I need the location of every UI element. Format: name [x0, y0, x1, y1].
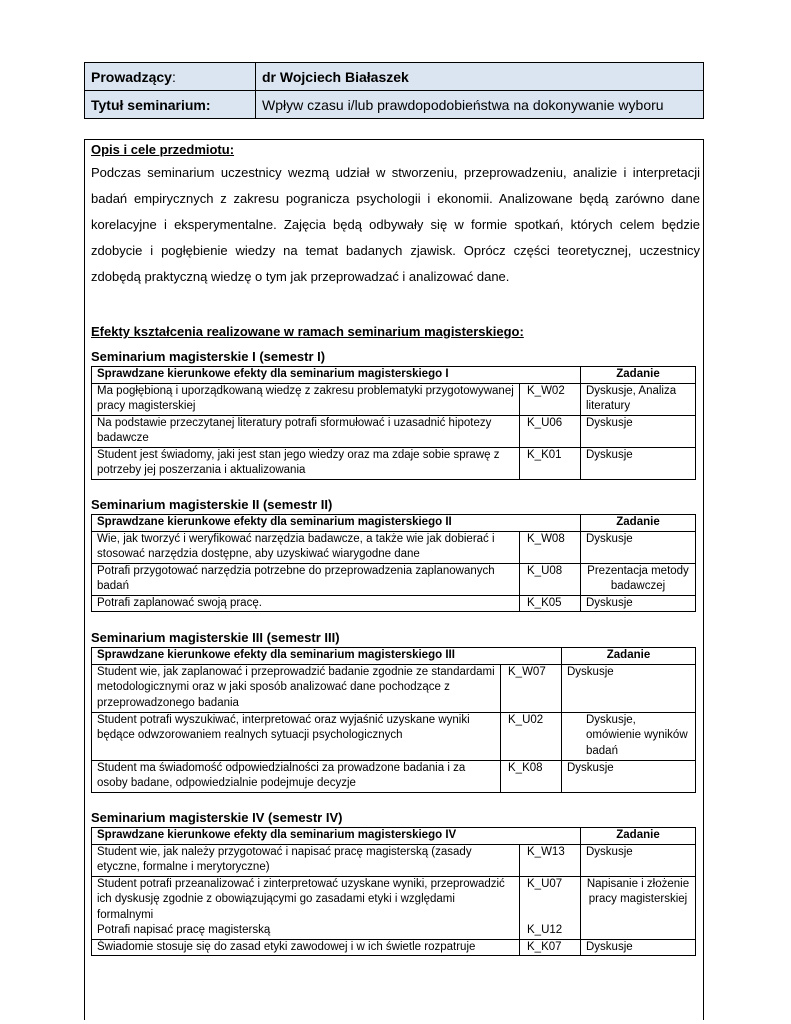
- seminar-1-header-row: [92, 367, 696, 384]
- row-desc: Student potrafi przeanalizować i zinterpretować uzyskane wyniki, przeprowadzić ich dyskusję zgodnie z obowiązującymi go zasadami etyki i względami formalnymi: [97, 877, 505, 921]
- seminar-4-col-header: Sprawdzane kierunkowe efekty dla seminarium magisterskiego IV: [92, 828, 581, 845]
- row-desc: Ma pogłębioną i uporządkowaną wiedzę z zakresu problematyki przygotowywanej pracy magisterskiej: [92, 383, 520, 415]
- seminar-3-header-row: [92, 648, 696, 665]
- row-zad: Dyskusje, omówienie wyników badań: [562, 712, 696, 760]
- row-code: K_W13: [520, 844, 581, 876]
- seminar-2-header-row: [92, 515, 696, 532]
- seminar-2-table: [91, 514, 696, 612]
- row-zad: Dyskusje: [581, 939, 696, 956]
- table-row: [92, 664, 696, 712]
- seminar-1-zad-header: Zadanie: [581, 367, 696, 384]
- row-code: K_K01: [520, 447, 581, 479]
- row-code: K_U02: [501, 712, 562, 760]
- row-zad: Dyskusje: [562, 760, 696, 792]
- row-desc: Student ma świadomość odpowiedzialności za prowadzone badania i za osoby badane, odpowiedzialnie podejmuje decyzje: [92, 760, 501, 792]
- seminar-4-table: [91, 827, 696, 956]
- seminar-1-col-header: Sprawdzane kierunkowe efekty dla seminarium magisterskiego I: [92, 367, 581, 384]
- row-code: K_W08: [520, 531, 581, 563]
- seminar-3-zad-header: Zadanie: [562, 648, 696, 665]
- row-desc: Student jest świadomy, jaki jest stan jego wiedzy oraz ma zdaje sobie sprawę z potrzeby jej poszerzania i aktualizowania: [92, 447, 520, 479]
- title-label: Tytuł seminarium:: [85, 91, 256, 119]
- seminar-4-header-row: [92, 828, 696, 845]
- opis-body: Podczas seminarium uczestnicy wezmą udział w stworzeniu, przeprowadzeniu, analizie i interpretacji badań empirycznych z zakresu pogranicza psychologii i ekonomii. Analizowane będą zarówno dane korelacyjne i eksperymentalne. Zajęcia będą odbywały się w formie spotkań, których celem będzie zdobycie i pogłębienie wiedzy na temat badanych zjawisk. Oprócz części teoretycznej, uczestnicy zdobędą praktyczną wiedzę o tym jak przeprowadzać i analizować dane.: [91, 165, 700, 284]
- table-row: [92, 447, 696, 479]
- seminar-1-title: Seminarium magisterskie I (semestr I): [91, 349, 326, 364]
- seminar-4-title: Seminarium magisterskie IV (semestr IV): [91, 810, 343, 825]
- row-zad: Dyskusje: [581, 595, 696, 612]
- row-desc-2: Potrafi napisać pracę magisterską: [97, 924, 271, 936]
- row-zad: Dyskusje: [581, 447, 696, 479]
- row-code: K_W07: [501, 664, 562, 712]
- row-desc: Potrafi przygotować narzędzia potrzebne do przeprowadzenia zaplanowanych badań: [92, 563, 520, 595]
- table-row: [92, 383, 696, 415]
- row-desc-cell: [92, 876, 520, 939]
- table-row: [92, 939, 696, 956]
- seminar-2-col-header: Sprawdzane kierunkowe efekty dla seminarium magisterskiego II: [92, 515, 581, 532]
- row-desc: Student potrafi wyszukiwać, interpretować oraz wyjaśnić uzyskane wyniki będące odwzorowaniem realnych sytuacji psychologicznych: [92, 712, 501, 760]
- efekty-title: Efekty kształcenia realizowane w ramach seminarium magisterskiego:: [91, 324, 524, 339]
- lecturer-label: Prowadzący: [91, 68, 172, 85]
- table-row: [92, 712, 696, 760]
- header-table: [84, 62, 704, 119]
- row-code: K_W02: [520, 383, 581, 415]
- row-code: K_U07: [527, 877, 563, 890]
- seminar-2-title: Seminarium magisterskie II (semestr II): [91, 497, 333, 512]
- seminar-3-table: [91, 647, 696, 793]
- seminar-4-zad-header: Zadanie: [581, 828, 696, 845]
- lecturer-value: dr Wojciech Białaszek: [256, 63, 704, 91]
- header-row-title: [85, 91, 704, 119]
- title-value: Wpływ czasu i/lub prawdopodobieństwa na dokonywanie wyboru: [256, 91, 704, 119]
- row-code: K_K08: [501, 760, 562, 792]
- seminar-3-col-header: Sprawdzane kierunkowe efekty dla seminarium magisterskiego III: [92, 648, 562, 665]
- opis-title: Opis i cele przedmiotu:: [91, 142, 235, 157]
- row-code-cell: [520, 876, 581, 939]
- seminar-1-table: [91, 366, 696, 480]
- header-row-lecturer: [85, 63, 704, 91]
- row-zad: Dyskusje: [581, 531, 696, 563]
- table-row: [92, 563, 696, 595]
- row-code: K_K07: [520, 939, 581, 956]
- row-desc: Student wie, jak należy przygotować i napisać pracę magisterską (zasady etyczne, formalne i merytoryczne): [92, 844, 520, 876]
- row-zad: Dyskusje: [581, 415, 696, 447]
- lecturer-colon: :: [171, 68, 176, 85]
- row-zad: Prezentacja metody badawczej: [581, 563, 696, 595]
- table-row: [92, 844, 696, 876]
- table-row: [92, 531, 696, 563]
- table-row: [92, 876, 696, 939]
- row-zad: Dyskusje: [581, 844, 696, 876]
- row-code-2: K_U12: [527, 924, 563, 936]
- row-zad: Dyskusje: [562, 664, 696, 712]
- row-code: K_K05: [520, 595, 581, 612]
- table-row: [92, 595, 696, 612]
- row-desc: Świadomie stosuje się do zasad etyki zawodowej i w ich świetle rozpatruje: [92, 939, 520, 956]
- seminar-2-zad-header: Zadanie: [581, 515, 696, 532]
- row-desc: Wie, jak tworzyć i weryfikować narzędzia badawcze, a także wie jak dobierać i stosować narzędzia dostępne, aby uzyskiwać wiarygodne dane: [92, 531, 520, 563]
- lecturer-label-cell: [85, 63, 256, 91]
- row-desc: Student wie, jak zaplanować i przeprowadzić badanie zgodnie ze standardami metodologicznymi oraz w jaki sposób analizować dane pochodzące z przeprowadzonego badania: [92, 664, 501, 712]
- seminar-3-title: Seminarium magisterskie III (semestr III): [91, 630, 340, 645]
- table-row: [92, 760, 696, 792]
- row-desc: Potrafi zaplanować swoją pracę.: [92, 595, 520, 612]
- row-code: K_U06: [520, 415, 581, 447]
- table-row: [92, 415, 696, 447]
- row-desc: Na podstawie przeczytanej literatury potrafi sformułować i uzasadnić hipotezy badawcze: [92, 415, 520, 447]
- row-zad: Napisanie i złożenie pracy magisterskiej: [581, 876, 696, 939]
- row-code: K_U08: [520, 563, 581, 595]
- row-zad: Dyskusje, Analiza literatury: [581, 383, 696, 415]
